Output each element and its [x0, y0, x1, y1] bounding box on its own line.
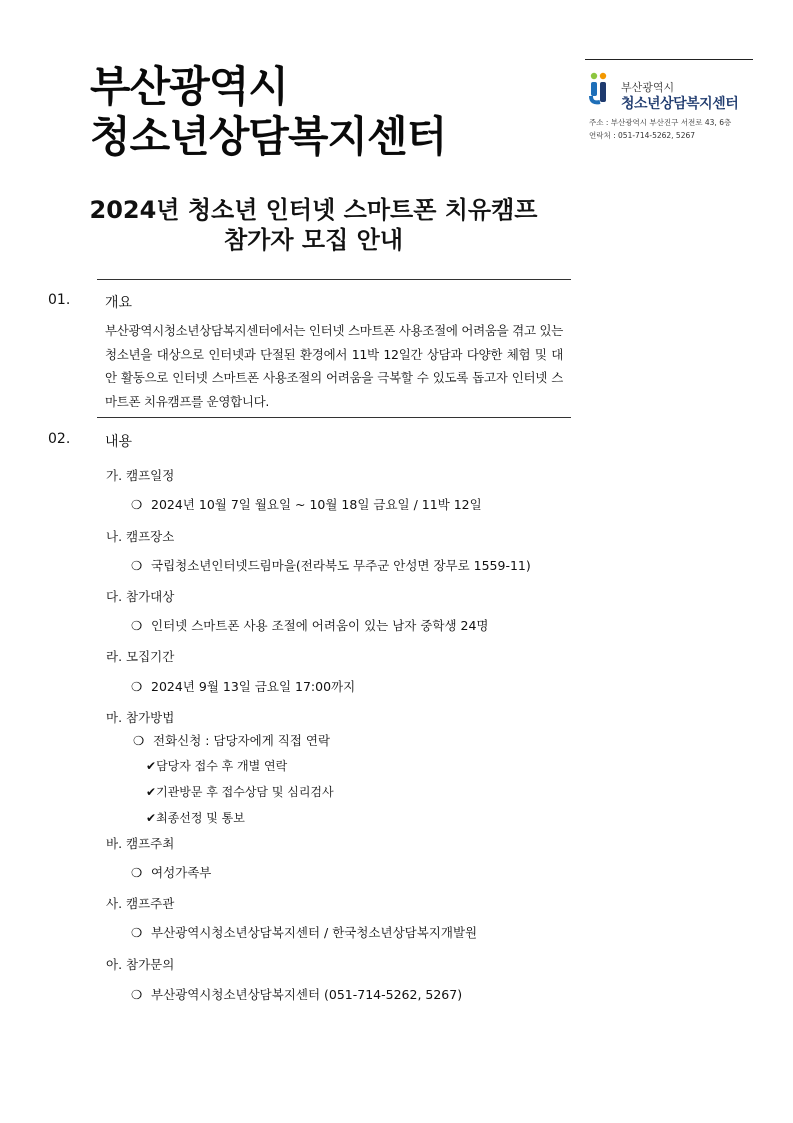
item-label: 아. 참가문의 — [106, 957, 175, 972]
check-item-text: 최종선정 및 통보 — [156, 811, 245, 825]
item-label: 가. 캠프일정 — [106, 468, 175, 483]
circle-bullet-icon: ❍ — [131, 679, 143, 694]
address-text: 주소 : 부산광역시 부산진구 서전로 43, 6층 — [589, 118, 732, 127]
item-label: 나. 캠프장소 — [106, 529, 175, 544]
circle-bullet-icon: ❍ — [131, 925, 143, 940]
check-item-text: 기관방문 후 접수상담 및 심리검사 — [156, 785, 334, 799]
circle-bullet-icon: ❍ — [131, 497, 143, 512]
item-bullet — [131, 863, 211, 881]
circle-bullet-icon: ❍ — [133, 733, 145, 748]
checkmark-icon: ✔ — [146, 811, 157, 825]
item-label: 마. 참가방법 — [106, 710, 175, 725]
check-item — [146, 783, 334, 800]
item-bullet — [131, 495, 482, 513]
item-text: 부산광역시청소년상담복지센터 / 한국청소년상담복지개발원 — [151, 925, 478, 940]
document-title-line1: 2024년 청소년 인터넷 스마트폰 치유캠프 — [89, 196, 538, 224]
logo-subtitle: 부산광역시 — [621, 81, 675, 94]
item-text: 부산광역시청소년상담복지센터 (051-714-5262, 5267) — [151, 987, 463, 1002]
item-bullet — [131, 616, 489, 634]
item-text: 인터넷 스마트폰 사용 조절에 어려움이 있는 남자 중학생 24명 — [151, 618, 489, 633]
item-text: 전화신청 : 담당자에게 직접 연락 — [153, 733, 331, 748]
checkmark-icon: ✔ — [146, 759, 157, 773]
circle-bullet-icon: ❍ — [131, 618, 143, 633]
section1-number: 01. — [48, 292, 71, 308]
item-label: 라. 모집기간 — [106, 649, 175, 664]
center-logo-icon — [589, 71, 609, 107]
circle-bullet-icon: ❍ — [131, 865, 143, 880]
phone-text: 연락처 : 051-714-5262, 5267 — [589, 131, 696, 140]
organization-title-line1: 부산광역시 — [90, 62, 288, 111]
section1-body: 부산광역시청소년상담복지센터에서는 인터넷 스마트폰 사용조절에 어려움을 겪고 있는 청소년을 대상으로 인터넷과 단절된 환경에서 11박 12일간 상담과 다양한 체험 및 대안 활동으로 인터넷 스마트폰 사용조절의 어려움을 극복할 수 있도록 돕고자 인터넷 스마트폰 치유캠프를 운영합니다. — [105, 323, 563, 409]
section2-heading: 내용 — [105, 434, 133, 450]
item-bullet — [131, 923, 477, 941]
section2-number: 02. — [48, 431, 71, 447]
check-item-text: 담당자 접수 후 개별 연락 — [156, 759, 288, 773]
contact-info — [589, 116, 731, 142]
logo-divider — [585, 59, 753, 60]
item-bullet — [133, 731, 330, 749]
item-text: 2024년 9월 13일 금요일 17:00까지 — [151, 679, 356, 694]
item-bullet — [131, 556, 531, 574]
document-title-line2: 참가자 모집 안내 — [224, 226, 403, 254]
item-label: 바. 캠프주최 — [106, 836, 175, 851]
organization-title — [90, 62, 446, 162]
item-bullet — [131, 985, 462, 1003]
logo-title: 청소년상담복지센터 — [621, 96, 739, 112]
circle-bullet-icon: ❍ — [131, 558, 143, 573]
item-text: 국립청소년인터넷드림마을(전라북도 무주군 안성면 장무로 1559-11) — [151, 558, 531, 573]
check-item — [146, 757, 287, 774]
check-item — [146, 809, 245, 826]
section-divider — [97, 279, 571, 280]
item-label: 다. 참가대상 — [106, 589, 175, 604]
section1-heading: 개요 — [105, 295, 133, 311]
section-divider — [97, 417, 571, 418]
checkmark-icon: ✔ — [146, 785, 157, 799]
item-label: 사. 캠프주관 — [106, 896, 175, 911]
item-text: 2024년 10월 7일 월요일 ~ 10월 18일 금요일 / 11박 12일 — [151, 497, 482, 512]
circle-bullet-icon: ❍ — [131, 987, 143, 1002]
item-text: 여성가족부 — [151, 865, 212, 880]
item-bullet — [131, 677, 355, 695]
organization-title-line2: 청소년상담복지센터 — [90, 112, 447, 161]
